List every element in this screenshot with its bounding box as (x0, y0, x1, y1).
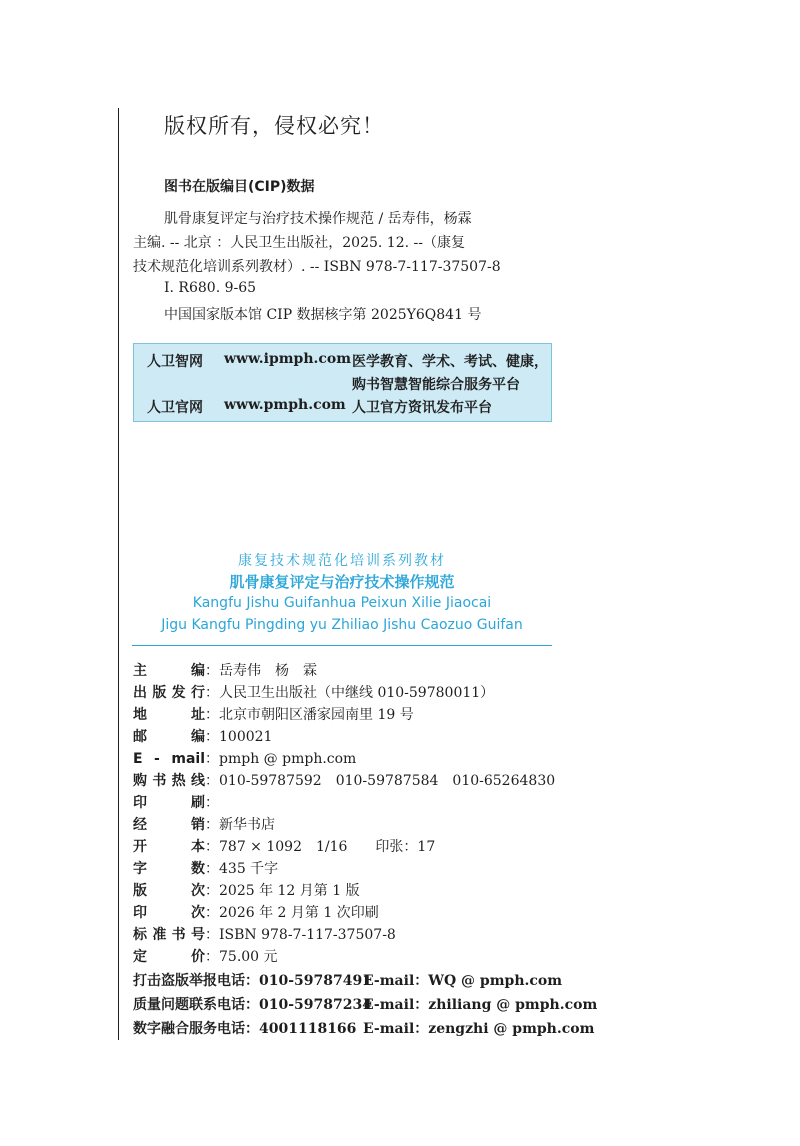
pmph-description: 人卫官方资讯发布平台 (352, 400, 492, 416)
detail-value: 787 × 1092 1/16 印张：17 (219, 839, 436, 855)
detail-value: 100021 (219, 729, 273, 745)
detail-row-distributor: 经销：新华书店 (133, 814, 275, 834)
detail-label: 版次 (133, 883, 205, 899)
detail-value: 2025 年 12 月第 1 版 (219, 883, 360, 899)
contact-phone: 010-59787234 (259, 997, 372, 1013)
contact-label: 质量问题联系电话： (133, 997, 259, 1013)
contact-email: E-mail：zengzhi @ pmph.com (363, 1021, 595, 1037)
detail-row-hotline: 购书热线：010-59787592 010-59787584 010-65264830 (133, 770, 555, 790)
detail-row-price: 定价：75.00 元 (133, 946, 278, 966)
contact-label: 打击盗版举报电话： (133, 973, 259, 989)
detail-row-email: E - mail：pmph @ pmph.com (133, 751, 357, 767)
contact-phone: 4001118166 (259, 1021, 357, 1037)
cip-line: 中国国家版本馆 CIP 数据核字第 2025Y6Q841 号 (164, 307, 482, 323)
detail-row-format: 开本：787 × 1092 1/16 印张：17 (133, 836, 435, 856)
pmph-url[interactable]: www.pmph.com (224, 397, 346, 413)
detail-value: 人民卫生出版社（中继线 010-59780011） (219, 685, 495, 701)
contact-email: E-mail：zhiliang @ pmph.com (363, 997, 598, 1013)
detail-label: 地址 (133, 707, 205, 723)
series-name-pinyin: Kangfu Jishu Guifanhua Peixun Xilie Jiaocai (192, 595, 492, 611)
detail-value: ISBN 978-7-117-37507-8 (219, 927, 396, 943)
detail-label: 字数 (133, 861, 205, 877)
contact-label: 数字融合服务电话： (133, 1021, 259, 1037)
pmph-info-box (133, 343, 552, 422)
cip-line: 肌骨康复评定与治疗技术操作规范 / 岳寿伟，杨霖 (164, 211, 472, 227)
detail-value: 75.00 元 (219, 949, 278, 965)
contact-row-piracy (133, 970, 563, 990)
ipmph-url[interactable]: www.ipmph.com (224, 351, 352, 367)
cip-line: 主编. -- 北京 ：人民卫生出版社，2025. 12. --（康复 (133, 235, 465, 251)
detail-row-address: 地址：北京市朝阳区潘家园南里 19 号 (133, 704, 414, 724)
contact-phone: 010-59787491 (259, 973, 372, 989)
cip-line: 技术规范化培训系列教材）. -- ISBN 978-7-117-37507-8 (133, 259, 501, 275)
detail-value: pmph @ pmph.com (219, 751, 357, 767)
contact-email: E-mail：WQ @ pmph.com (363, 973, 563, 989)
detail-value: 北京市朝阳区潘家园南里 19 号 (219, 707, 414, 723)
detail-value: 435 千字 (219, 861, 279, 877)
detail-label: 邮编 (133, 729, 205, 745)
pmph-label: 人卫官网 (147, 400, 203, 416)
detail-row-publisher: 出版发行：人民卫生出版社（中继线 010-59780011） (133, 682, 494, 702)
detail-label: 标准书号 (133, 927, 205, 943)
contact-row-quality (133, 994, 598, 1014)
detail-value: 新华书店 (219, 817, 275, 833)
detail-label: 出版发行 (133, 685, 205, 701)
ipmph-description: 医学教育、学术、考试、健康， (352, 354, 548, 370)
detail-value: 010-59787592 010-59787584 010-65264830 (219, 773, 556, 789)
detail-label: 印刷 (133, 795, 205, 811)
detail-row-isbn: 标准书号：ISBN 978-7-117-37507-8 (133, 924, 396, 944)
detail-label: 购书热线 (133, 773, 205, 789)
detail-label: 定价 (133, 949, 205, 965)
detail-label: 印次 (133, 905, 205, 921)
book-title: 肌骨康复评定与治疗技术操作规范 (229, 573, 455, 591)
copyright-notice: 版权所有，侵权必究！ (164, 114, 384, 138)
detail-label: E - mail (133, 751, 205, 767)
detail-value: 岳寿伟 杨 霖 (219, 663, 317, 679)
series-name: 康复技术规范化培训系列教材 (238, 553, 446, 569)
detail-label: 开本 (133, 839, 205, 855)
ipmph-label: 人卫智网 (147, 354, 203, 370)
ipmph-description-line2: 购书智慧智能综合服务平台 (352, 377, 520, 393)
margin-rule (118, 108, 119, 1040)
title-divider (132, 645, 552, 646)
detail-label: 主编 (133, 663, 205, 679)
detail-row-editor: 主编：岳寿伟 杨 霖 (133, 660, 317, 680)
detail-row-postcode: 邮编：100021 (133, 726, 272, 746)
cip-title: 图书在版编目(CIP)数据 (164, 179, 315, 195)
detail-row-word-count: 字数：435 千字 (133, 858, 278, 878)
book-title-pinyin: Jigu Kangfu Pingding yu Zhiliao Jishu Caozuo Guifan (161, 617, 523, 633)
detail-value: 2026 年 2 月第 1 次印刷 (219, 905, 379, 921)
detail-row-printing: 印次：2026 年 2 月第 1 次印刷 (133, 902, 379, 922)
detail-row-edition: 版次：2025 年 12 月第 1 版 (133, 880, 360, 900)
cip-line: Ⅰ. R680. 9-65 (164, 280, 257, 296)
contact-row-digital (133, 1018, 595, 1038)
detail-label: 经销 (133, 817, 205, 833)
detail-row-printer: 印刷： (133, 792, 219, 812)
